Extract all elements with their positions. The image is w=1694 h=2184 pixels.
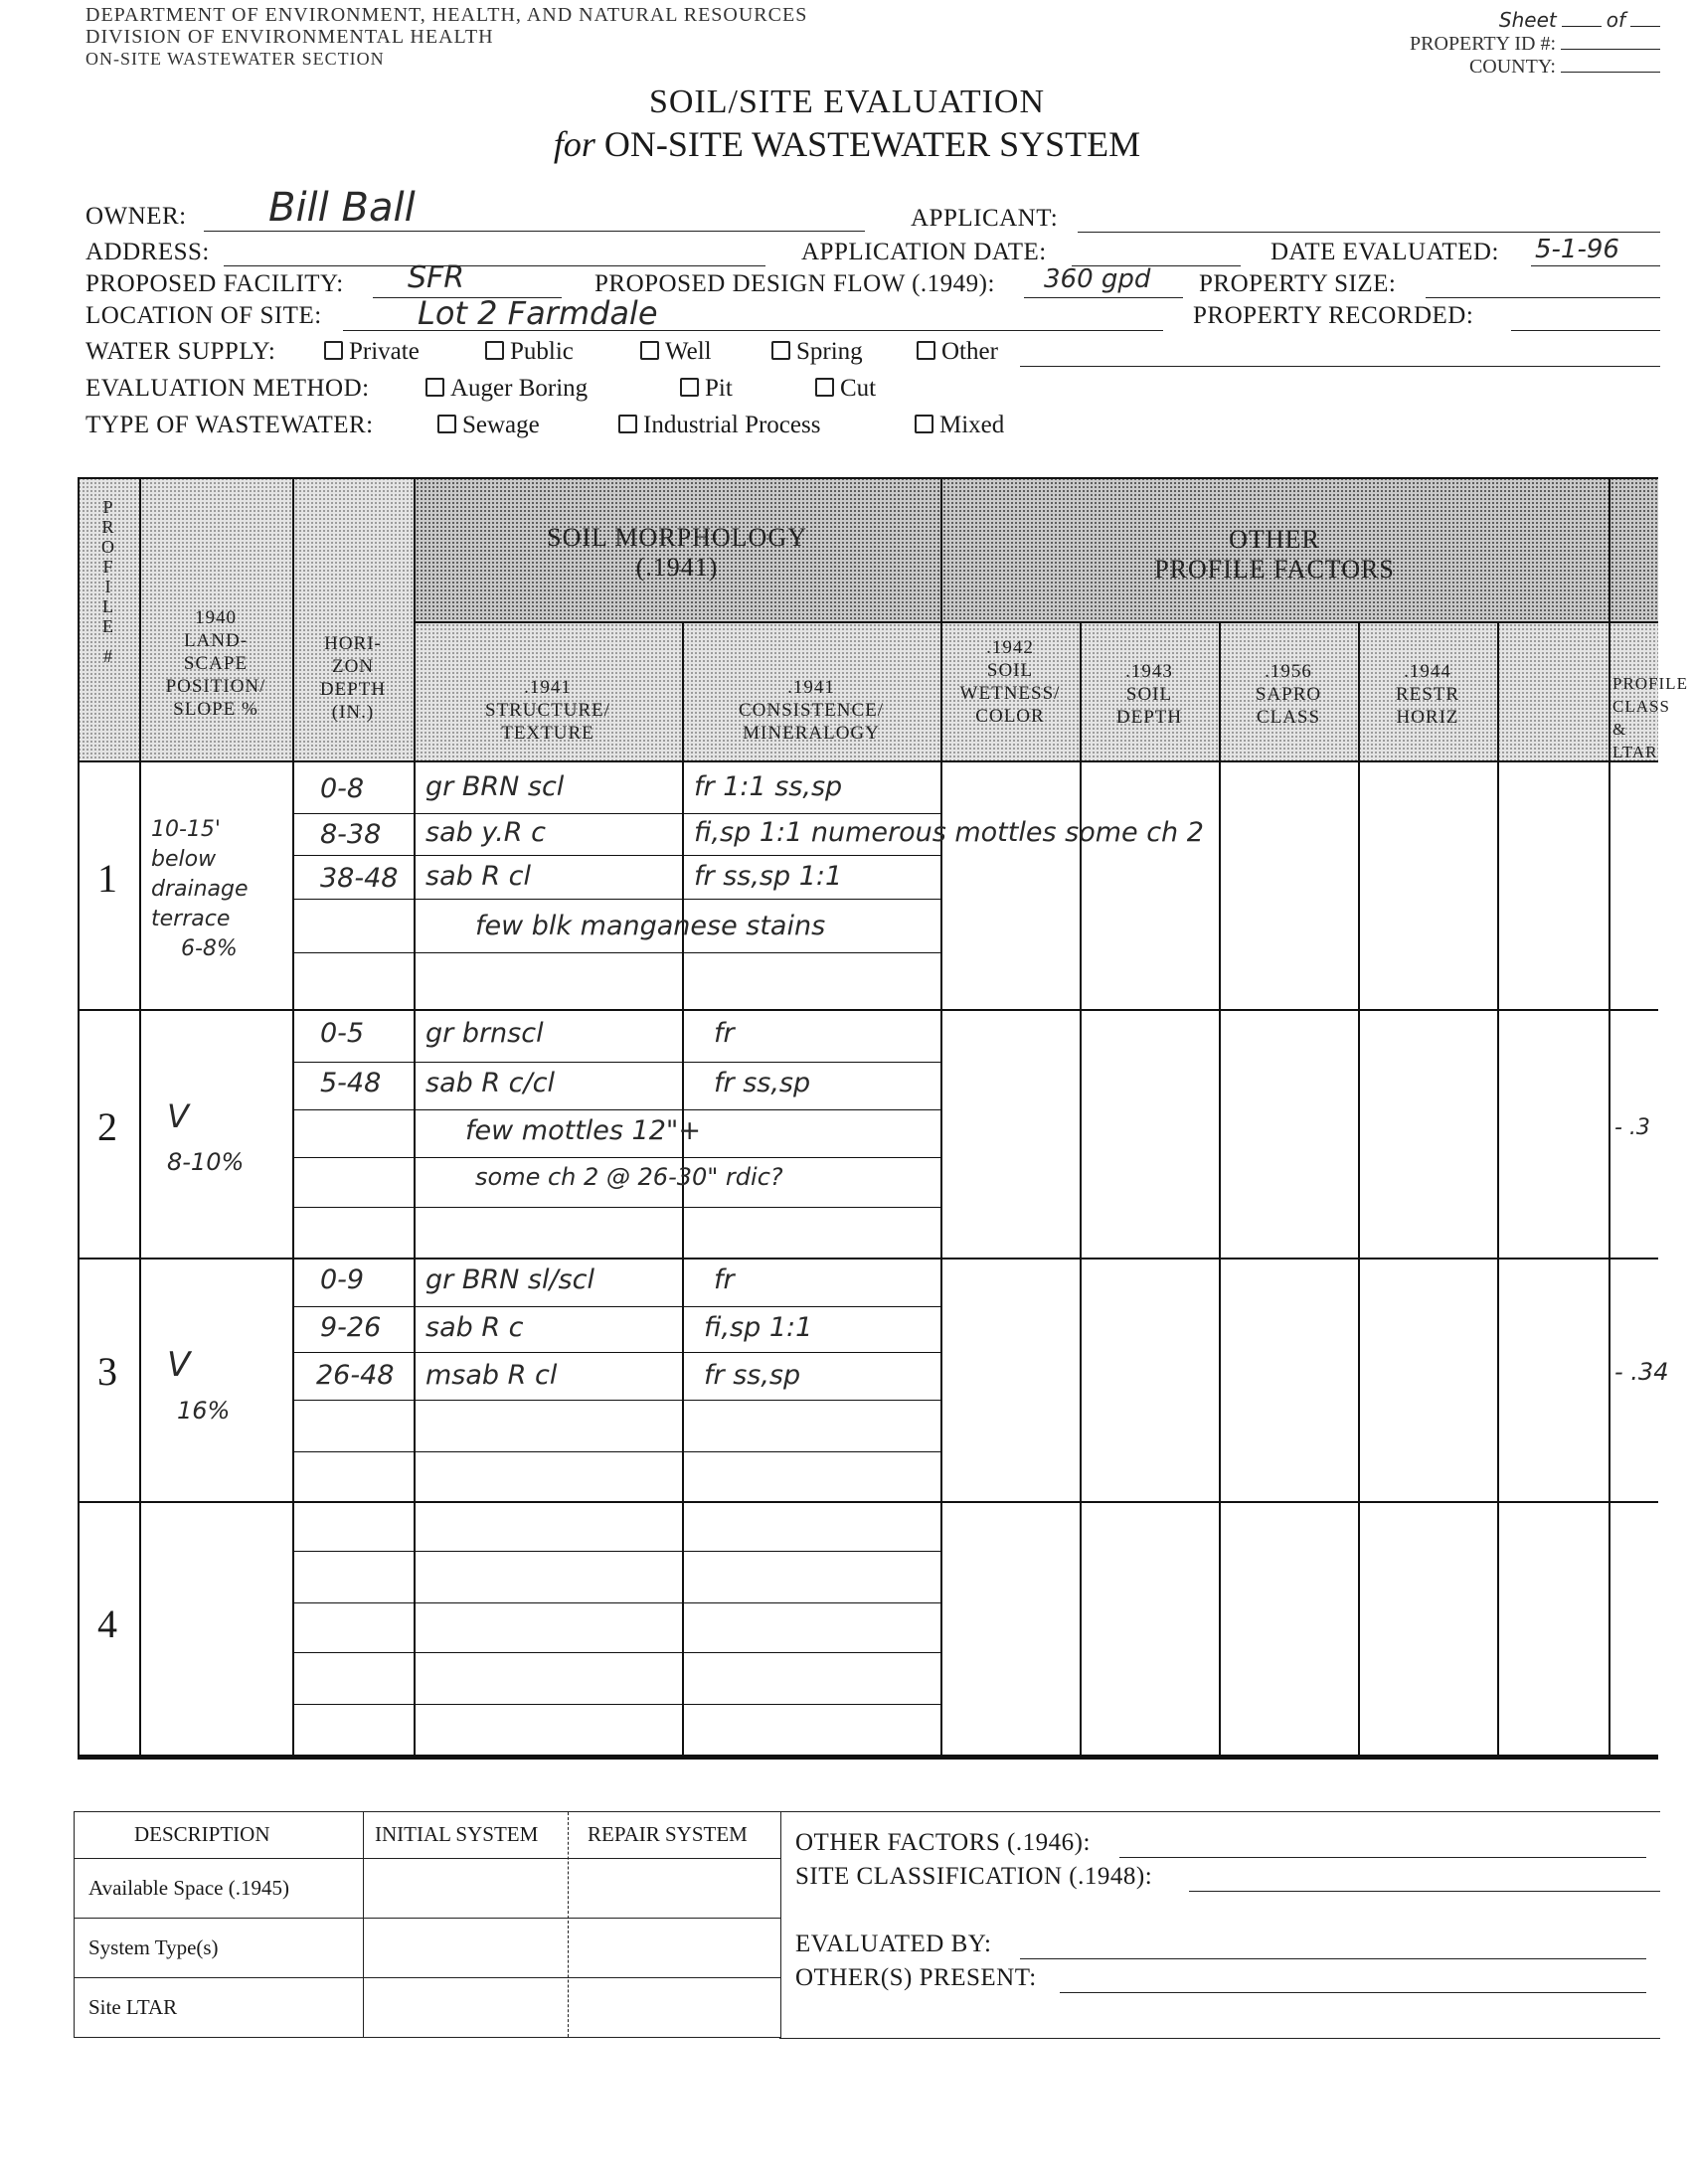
profile-2-structure-2: sab R c/cl: [425, 1068, 555, 1098]
profile-2-depth-2: 5-48: [320, 1068, 382, 1098]
checkbox-icon[interactable]: [425, 378, 444, 397]
location-label: LOCATION OF SITE:: [85, 302, 322, 329]
wastewater-mixed-option[interactable]: Mixed: [915, 412, 1004, 439]
of-label: of: [1606, 8, 1625, 32]
profile-2-structure-3: few mottles 12"+: [465, 1115, 701, 1146]
footer-description-header: DESCRIPTION: [134, 1822, 270, 1846]
water-well-option[interactable]: Well: [640, 338, 712, 366]
proposed-facility-label: PROPOSED FACILITY:: [85, 270, 344, 297]
profile-1-depth-1: 0-8: [320, 773, 365, 804]
proposed-facility-value: SFR: [408, 260, 465, 295]
applicant-label: APPLICANT:: [911, 205, 1059, 232]
soil-morphology-header: SOIL MORPHOLOGY (.1941): [547, 523, 807, 582]
profile-1-landscape: 10-15' below drainage terrace 6-8%: [151, 817, 249, 961]
profile-2-class: - .3: [1614, 1115, 1650, 1140]
profile-1-consistence-2: fi,sp 1:1 numerous mottles some ch 2: [694, 817, 1204, 848]
profile-2-consistence-2: fr ss,sp: [714, 1068, 811, 1098]
method-cut-option[interactable]: Cut: [815, 375, 876, 403]
owner-value: Bill Ball: [268, 185, 416, 231]
profile-number-1: 1: [97, 856, 117, 901]
profile-number-3: 3: [97, 1349, 117, 1394]
water-private-option[interactable]: Private: [324, 338, 420, 366]
footer-initial-header: INITIAL SYSTEM: [375, 1822, 539, 1846]
subtitle-text: ON-SITE WASTEWATER SYSTEM: [603, 124, 1141, 164]
profile-3-depth-2: 9-26: [320, 1312, 382, 1343]
date-evaluated-value: 5-1-96: [1535, 235, 1619, 264]
form-title: SOIL/SITE EVALUATION: [648, 84, 1046, 120]
site-classification-label: SITE CLASSIFICATION (.1948):: [795, 1863, 1153, 1890]
profile-number-4: 4: [97, 1601, 117, 1646]
profile-2-landscape: V 8-10%: [167, 1097, 245, 1176]
design-flow-label: PROPOSED DESIGN FLOW (.1949):: [594, 270, 995, 297]
application-date-label: APPLICATION DATE:: [801, 239, 1047, 265]
others-present-label: OTHER(S) PRESENT:: [795, 1964, 1037, 1991]
for-word: for: [553, 124, 595, 164]
profile-class-header: PROFILE CLASS & LTAR: [1612, 674, 1688, 761]
structure-header: .1941 STRUCTURE/ TEXTURE: [484, 677, 611, 744]
evaluated-by-label: EVALUATED BY:: [795, 1931, 992, 1957]
profile-3-consistence-3: fr ss,sp: [704, 1360, 801, 1391]
profile-3-landscape: V 16%: [167, 1345, 231, 1425]
checkbox-icon[interactable]: [324, 341, 343, 360]
agency-line-3: ON-SITE WASTEWATER SECTION: [85, 49, 385, 69]
profile-3-structure-3: msab R cl: [425, 1360, 558, 1391]
profile-2-consistence-1: fr: [714, 1018, 735, 1049]
sapro-class-header: .1956 SAPRO CLASS: [1255, 661, 1322, 728]
profile-3-structure-2: sab R c: [425, 1312, 524, 1343]
property-recorded-label: PROPERTY RECORDED:: [1193, 302, 1474, 329]
checkbox-icon[interactable]: [815, 378, 834, 397]
profile-1-depth-2: 8-38: [320, 819, 382, 850]
profile-1-structure-2: sab y.R c: [425, 817, 546, 848]
water-supply-label: WATER SUPPLY:: [85, 338, 276, 365]
date-evaluated-label: DATE EVALUATED:: [1270, 239, 1499, 265]
other-factors-header: OTHER PROFILE FACTORS: [1154, 525, 1395, 584]
profile-3-class: - .34: [1614, 1358, 1669, 1386]
checkbox-icon[interactable]: [618, 415, 637, 433]
checkbox-icon[interactable]: [771, 341, 790, 360]
footer-repair-header: REPAIR SYSTEM: [588, 1822, 748, 1846]
checkbox-icon[interactable]: [437, 415, 456, 433]
sheet-corner: [1332, 8, 1660, 79]
water-public-option[interactable]: Public: [485, 338, 574, 366]
profile-number-2: 2: [97, 1104, 117, 1149]
profile-3-consistence-1: fr: [714, 1264, 735, 1295]
soil-depth-header: .1943 SOIL DEPTH: [1115, 661, 1183, 728]
profile-2-structure-4: some ch 2 @ 26-30" rdic?: [475, 1163, 783, 1191]
property-id-label: PROPERTY ID #:: [1410, 33, 1556, 55]
horizon-depth-header: HORI- ZON DEPTH (IN.): [319, 633, 387, 723]
landscape-header: 1940 LAND- SCAPE POSITION/ SLOPE %: [165, 607, 266, 720]
wetness-header: .1942 SOIL WETNESS/ COLOR: [959, 637, 1061, 727]
profile-1-structure-4: few blk manganese stains: [475, 911, 826, 941]
profile-2-depth-1: 0-5: [320, 1018, 365, 1049]
method-auger-option[interactable]: Auger Boring: [425, 375, 588, 403]
checkbox-icon[interactable]: [915, 415, 933, 433]
sheet-label: Sheet: [1498, 8, 1557, 32]
checkbox-icon[interactable]: [485, 341, 504, 360]
profile-3-consistence-2: fi,sp 1:1: [704, 1312, 813, 1343]
profile-1-consistence-1: fr 1:1 ss,sp: [694, 771, 843, 802]
profile-1-depth-3: 38-48: [320, 863, 399, 894]
location-value: Lot 2 Farmdale: [418, 294, 658, 332]
agency-line-2: DIVISION OF ENVIRONMENTAL HEALTH: [85, 26, 494, 48]
owner-label: OWNER:: [85, 203, 187, 230]
footer-row-site-ltar: Site LTAR: [88, 1995, 178, 2019]
footer-row-available-space: Available Space (.1945): [88, 1876, 289, 1900]
wastewater-industrial-option[interactable]: Industrial Process: [618, 412, 820, 439]
design-flow-value: 360 gpd: [1044, 264, 1151, 294]
profile-header: PROFILE #: [101, 497, 115, 666]
profile-1-structure-3: sab R cl: [425, 861, 532, 892]
footer-row-system-types: System Type(s): [88, 1935, 219, 1959]
agency-header: [85, 4, 807, 70]
agency-line-1: DEPARTMENT OF ENVIRONMENT, HEALTH, AND NATURAL RESOURCES: [85, 4, 808, 26]
footer-table: [74, 1811, 781, 2038]
checkbox-icon[interactable]: [640, 341, 659, 360]
profile-3-structure-1: gr BRN sl/scl: [425, 1264, 594, 1295]
profile-3-depth-1: 0-9: [320, 1264, 365, 1295]
wastewater-sewage-option[interactable]: Sewage: [437, 412, 540, 439]
profile-1-consistence-3: fr ss,sp 1:1: [694, 861, 843, 892]
other-factors-label: OTHER FACTORS (.1946):: [795, 1829, 1091, 1856]
consistence-header: .1941 CONSISTENCE/ MINERALOGY: [738, 677, 885, 744]
profile-1-structure-1: gr BRN scl: [425, 771, 565, 802]
wastewater-type-label: TYPE OF WASTEWATER:: [85, 412, 374, 438]
profile-3-depth-3: 26-48: [316, 1360, 395, 1391]
form-subtitle: [0, 123, 1694, 165]
evaluation-method-label: EVALUATION METHOD:: [85, 375, 370, 402]
restr-horiz-header: .1944 RESTR HORIZ: [1395, 661, 1460, 728]
checkbox-icon[interactable]: [917, 341, 935, 360]
checkbox-icon[interactable]: [680, 378, 699, 397]
profile-table: [78, 477, 1688, 1760]
address-label: ADDRESS:: [85, 239, 210, 265]
county-label: COUNTY:: [1468, 56, 1556, 78]
method-pit-option[interactable]: Pit: [680, 375, 733, 403]
water-spring-option[interactable]: Spring: [771, 338, 863, 366]
water-other-option[interactable]: Other: [917, 338, 998, 366]
profile-2-structure-1: gr brnscl: [425, 1018, 544, 1049]
property-size-label: PROPERTY SIZE:: [1199, 270, 1397, 297]
